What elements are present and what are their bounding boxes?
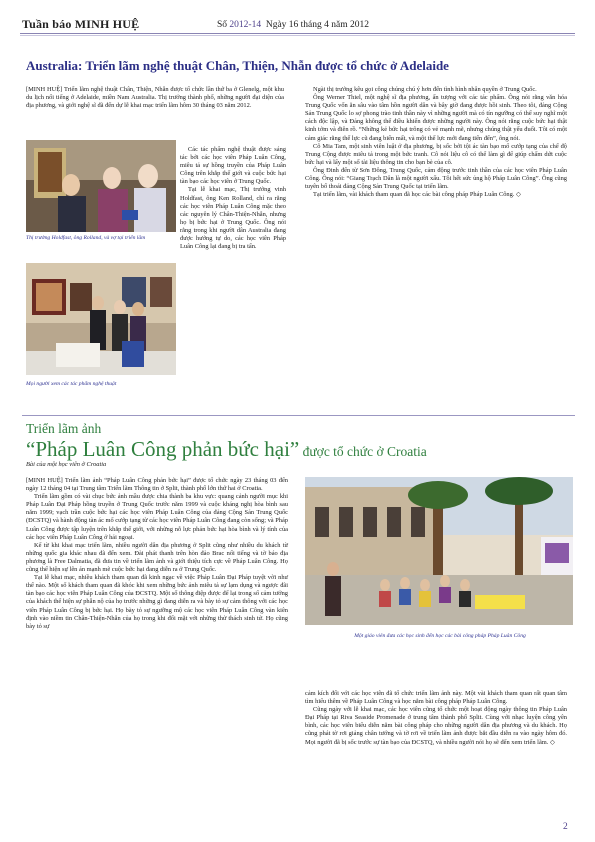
header-rule-thin: [20, 35, 575, 36]
header-rule: [20, 33, 575, 34]
article2-col4: [305, 690, 567, 747]
article1-col2: [305, 86, 567, 199]
page-number: 2: [563, 822, 568, 832]
paragraph: Ngài thị trưởng kêu gọi công chúng chú ý hơn đến tình hình nhân quyền ở Trung Quốc.: [313, 86, 537, 93]
paragraph: Kể từ khi khai mạc triển lãm, nhiều người dân địa phương ở Split cũng như nhiều du khách từ những quốc gia khác nhau đã đến xem. Đài phát thanh trên hòn đảo Brac nổi tiếng và tờ báo địa phương là Free Dalmatia, đã đưa tin về triển lãm ảnh và giới thiệu tích cực về Pháp Luân Công. Họ cũng thể hiện sự lên án mạnh mẽ cuộc bức hại đang diễn ra ở Trung Quốc.: [26, 541, 288, 574]
article2-title-quoted: “Pháp Luân Công phản bức hại”: [26, 437, 300, 461]
article2-kicker: Triển lãm ảnh: [26, 421, 102, 436]
article2-col3: [26, 477, 288, 631]
paragraph: Cũng ngày với lễ khai mạc, các học viên cũng tổ chức một hoạt động ngày thông tin Pháp Luân Đại Pháp tại Riva Seaside Promenade ở trung tâm thành phố Split. Cùng với nhạc luyện công yên bình, các học viên biểu diễn năm bài công pháp cho những người dân địa phương và du khách. Họ cũng phát tờ rơi giảng chân tướng và tờ rơi về triển lãm ảnh được bắt đầu diễn ra vào ngày hôm đó. Mọi người đã bị sốc trước sự tàn bạo của ĐCSTQ, và nhiều người nói họ sẽ đến xem triển lãm. ◇: [305, 706, 567, 746]
paragraph: [MINH HUỆ] Triển lãm nghệ thuật Chân, Thiện, Nhẫn được tổ chức lần thứ ba ở Glenelg, một khu du lịch nổi tiếng ở Adelaide, miền Nam Australia. Thị trưởng thành phố, những người đại diện của địa phương, và giới nghệ sĩ đã đến dự lễ khai mạc triển lãm hôm 30 tháng 03 năm 2012.: [26, 86, 284, 110]
photo-croatia-exercises: [305, 477, 573, 625]
issue-date: Ngày 16 tháng 4 năm 2012: [265, 20, 370, 30]
photo-caption: Một giáo viên đưa các học sinh đến học các bài công pháp Pháp Luân Công: [354, 633, 526, 639]
paragraph: Các tác phẩm nghệ thuật được sáng tác bởi các học viên Pháp Luân Công, miêu tả sự hồng truyền của Pháp Luân Công trên khắp thế giới và cuộc bức hại tàn bạo các học viên ở Trung Quốc.: [180, 146, 286, 186]
publication-title: Tuần báo MINH HUỆ: [22, 17, 140, 31]
photo-caption: Thị trưởng Holdfast, ông Rolland, và vợ tại triển lãm: [26, 235, 146, 241]
issue-number: 2012-14: [229, 20, 262, 30]
article2-byline: Bài của một học viên ở Croatia: [26, 461, 107, 468]
article2-title-rest: được tổ chức ở Croatia: [299, 444, 427, 459]
article1-col1-wrap: [180, 146, 286, 251]
photo-caption: Mọi người xem các tác phẩm nghệ thuật: [26, 381, 117, 387]
photo-mayor-and-wife: [26, 140, 176, 232]
paragraph: Ông Đinh đến từ Sơn Đông, Trung Quốc, cảm động trước tinh thần của các học viên Pháp Luân Công. Ông nói: “Giang Trạch Dân là một người xấu. Tôi hết sức ủng hộ Pháp Luân Công”. Ông cũng tuyên bố thoái đảng Cộng Sản Trung Quốc tại triển lãm.: [305, 166, 567, 191]
paragraph: Ông Werner Thiel, một nghệ sĩ địa phương, ấn tượng với các tác phẩm. Ông nói rằng văn hóa Trung Quốc vốn ăn sâu vào tâm hồn người dân và bây giờ đang được hồi sinh. Theo tôi, đảng Cộng Sản Trung Quốc lo sợ phong trào tinh thần này vì những người mà có tín ngưỡng có thể suy nghĩ một cách độc lập, và Đảng không thể điều khiển được những người này. Ông nói rằng cuộc bức hại thật kinh tởm và điên rồ. “Những kẻ bức hại trông có vẻ mạnh mẽ, nhưng chúng thật yếu đuối. Tôi có một cảm giác rằng thế lực cũ đang biến mất, và một thế lực mới đang tiến đến”, ông nói.: [305, 94, 567, 142]
paragraph: Cô Mia Tam, một sinh viên luật ở địa phương, bị sốc bởi tội ác tàn bạo mổ cướp tạng của chế độ Trung Cộng được miêu tả trong một bức tranh. Cô nói liệu cô có thể làm gì để giúp chấm dứt cuộc bức hại và lấy một số tài liệu thông tin cho bạn bè của cô.: [305, 142, 567, 166]
article1-title: Australia: Triển lãm nghệ thuật Chân, Thiện, Nhẫn được tổ chức ở Adelaide: [26, 58, 449, 73]
photo-exhibition-viewers: [26, 263, 176, 375]
paragraph: [MINH HUỆ] Triển lãm ảnh “Pháp Luân Công phản bức hại” được tổ chức ngày 23 tháng 03 đến ngày 12 tháng 04 tại Trung tâm Triển lãm Thông tin ở Split, thành phố lớn thứ hai ở Croatia.: [26, 477, 288, 493]
article1-col1-top: [26, 86, 284, 110]
paragraph: cảm kích đối với các học viên đã tổ chức triển lãm ảnh này. Một vài khách tham quan rất quan tâm tìm hiểu thêm về Pháp Luân Công và học nằm bài công pháp Pháp Luân Công.: [305, 690, 567, 706]
article2-title: [26, 437, 427, 462]
paragraph: Tại lễ khai mạc, nhiều khách tham quan đã kinh ngạc về việc Pháp Luân Đại Pháp tuyệt vời như thế nào. Một số khách tham quan đã khóc khi xem những bức ảnh miêu tả sự lạm dụng và ngược đãi tàn bạo các học viên Pháp Luân Công của ĐCSTQ. Một số thông điệp được để lại trong sổ cảm tưởng của khách thể hiện sự phẫn nộ của họ trước những gì đang diễn ra và bày tỏ sự cảm thông với các học viên Pháp Luân Công bị bức hại. Họ bày tỏ sự ngưỡng mộ các học viên Pháp Luân Công vàn kiên định vào niềm tin Chân-Thiện-Nhẫn của họ trong khi đối mặt với những thử thách sinh tử. Họ cũng bày tỏ sự: [26, 574, 288, 630]
paragraph: Tại lễ khai mạc, Thị trưởng vinh Holdfast, ông Ken Rolland, chỉ ra rằng các học viên Pháp Luân Công mặc theo các nguyên lý Chân-Thiện-Nhẫn, nhưng họ bị bức hại ở Trung Quốc. Ông nói rằng trong khi người dân Australia đang được hưởng tự do, các học viên Pháp Luân Công lại đang bị tra tấn.: [180, 186, 286, 251]
paragraph: Tại triển lãm, vài khách tham quan đã học các bài công pháp Pháp Luân Công. ◇: [313, 191, 521, 199]
article-divider: [22, 415, 575, 416]
issue-info: [217, 20, 369, 30]
paragraph: Triển lãm gồm có vài chục bức ảnh mầu được chia thành ba khu vực: quang cảnh người mục khi Pháp Luân Đại Pháp hồng truyền ở Trung Quốc trước năm 1999 và cuộc kháng nghị hòa bình sau năm 1999; vạch trần cuộc bức hại các học viên Pháp Luân Công của đảng Cộng Sản Trung Quốc (ĐCSTQ) và hành động tàn ác mổ cướp tạng từ các học viên Pháp Luân Công đang còn sống; và Pháp Luân Công được tập luyện trên khắp thế giới, với những nỗ lực phản bức hại hòa bình và lý tính của các học viên Pháp Luân Công ở hải ngoại.: [26, 493, 288, 541]
issue-prefix: Số: [217, 20, 230, 30]
